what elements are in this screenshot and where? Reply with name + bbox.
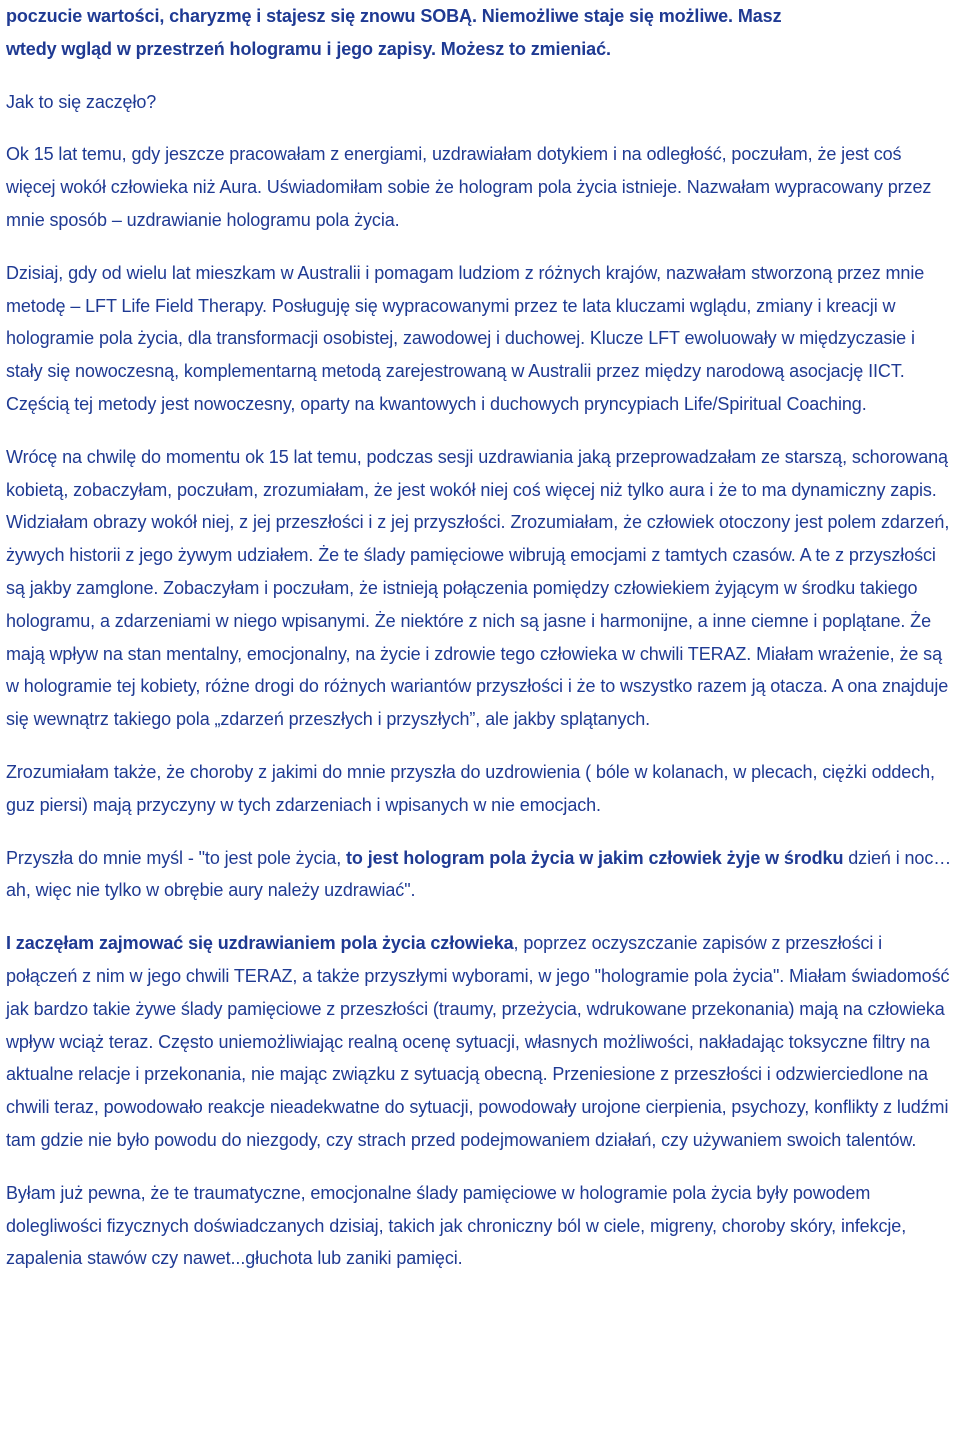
- paragraph-sure: Byłam już pewna, że te traumatyczne, emocjonalne ślady pamięciowe w hologramie pola życia były powodem dolegliwości fizycznych doświadczanych dzisiaj, takich jak chroniczny ból w ciele, migreny, choroby skóry, infekcje, zapalenia stawów czy nawet...głuchota lub zaniki pamięci.: [6, 1182, 907, 1269]
- paragraph-thought: [6, 842, 952, 908]
- began-rest: , poprzez oczyszczanie zapisów z przeszłości i połączeń z nim w jego chwili TERAZ, a także przyszłymi wyborami, w jego "hologramie pola życia". Miałam świadomość jak bardzo takie żywe ślady pamięciowe z przeszłości (traumy, przeżycia, wdrukowane przekonania) mają na człowieka wpływ wciąż teraz. Często uniemożliwiając realną ocenę sytuacji, własnych możliwości, nakładając toksyczne filtry na aktualne relacje i przekonania, nie mając związku z sytuacją obecną. Przeniesione z przeszłości i odzwierciedlone na chwili teraz, powodowało reakcje nieadekwatne do sytuacji, powodowały urojone cierpienia, psychozy, konflikty z ludźmi tam gdzie nie było powodu do niezgody, czy strach przed podejmowaniem działań, czy używaniem swoich talentów.: [6, 933, 950, 1150]
- paragraph-start: Ok 15 lat temu, gdy jeszcze pracowałam z energiami, uzdrawiałam dotykiem i na odległość, poczułam, że jest coś więcej wokół człowieka niż Aura. Uświadomiłam sobie że hologram pola życia istnieje. Nazwałam wypracowany przez mnie sposób – uzdrawianie hologramu pola życia.: [6, 144, 932, 230]
- thought-bold: to jest hologram pola życia w jakim człowiek żyje w środku: [346, 847, 844, 868]
- intro-paragraph: [6, 0, 952, 66]
- intro-line-1: poczucie wartości, charyzmę i stajesz się znowu SOBĄ. Niemożliwe staje się możliwe. Masz: [6, 6, 782, 26]
- paragraph-today: Dzisiaj, gdy od wielu lat mieszkam w Australii i pomagam ludziom z różnych krajów, nazwałam stworzoną przez mnie metodę – LFT Life Field Therapy. Posługuję się wypracowanymi przez te lata kluczami wglądu, zmiany i kreacji w hologramie pola życia, dla transformacji osobistej, zawodowej i duchowej. Klucze LFT ewoluowały w międzyczasie i stały się nowoczesną, komplementarną metodą zarejestrowaną w Australii przez między narodową asocjację IICT. Częścią tej metody jest nowoczesny, oparty na kwantowych i duchowych pryncypiach Life/Spiritual Coaching.: [6, 262, 925, 414]
- paragraph-return: Wrócę na chwilę do momentu ok 15 lat temu, podczas sesji uzdrawiania jaką przeprowadzałam ze starszą, schorowaną kobietą, zobaczyłam, poczułam, zrozumiałam, że jest wokół niej coś więcej niż tylko aura i że to ma dynamiczny zapis. Widziałam obrazy wokół niej, z jej przeszłości i z jej przyszłości. Zrozumiałam, że człowiek otoczony jest polem zdarzeń, żywych historii z jego żywym udziałem. Że te ślady pamięciowe wibrują emocjami z tamtych czasów. A te z przyszłości są jakby zamglone. Zobaczyłam i poczułam, że istnieją połączenia pomiędzy człowiekiem żyjącym w środku takiego hologramu, a zdarzeniami w niego wpisanymi. Że niektóre z nich są jasne i harmonijne, a inne ciemne i poplątane. Że mają wpływ na stan mentalny, emocjonalny, na życie i zdrowie tego człowieka w chwili TERAZ. Miałam wrażenie, że są w hologramie tej kobiety, różne drogi do różnych wariantów przyszłości i że to wszystko razem ją otacza. A ona znajduje się wewnątrz takiego pola „zdarzeń przeszłych i przyszłych”, ale jakby splątanych.: [6, 446, 950, 730]
- paragraph-began: [6, 927, 952, 1157]
- paragraph-diseases: Zrozumiałam także, że choroby z jakimi do mnie przyszła do uzdrowienia ( bóle w kolanach, w plecach, ciężki oddech, guz piersi) mają przyczyny w tych zdarzeniach i wpisanych w nie emocjach.: [6, 761, 935, 815]
- began-bold: I zaczęłam zajmować się uzdrawianiem pola życia człowieka: [6, 933, 514, 954]
- question-heading: Jak to się zaczęło?: [6, 91, 157, 112]
- thought-before: Przyszła do mnie myśl - "to jest pole życia,: [6, 847, 346, 868]
- thought-after: dzień i noc…ah, więc nie tylko w obrębie aury należy uzdrawiać".: [6, 847, 952, 901]
- document-page: [6, 0, 952, 1295]
- intro-line-2: wtedy wgląd w przestrzeń hologramu i jego zapisy. Możesz to zmieniać.: [6, 38, 611, 59]
